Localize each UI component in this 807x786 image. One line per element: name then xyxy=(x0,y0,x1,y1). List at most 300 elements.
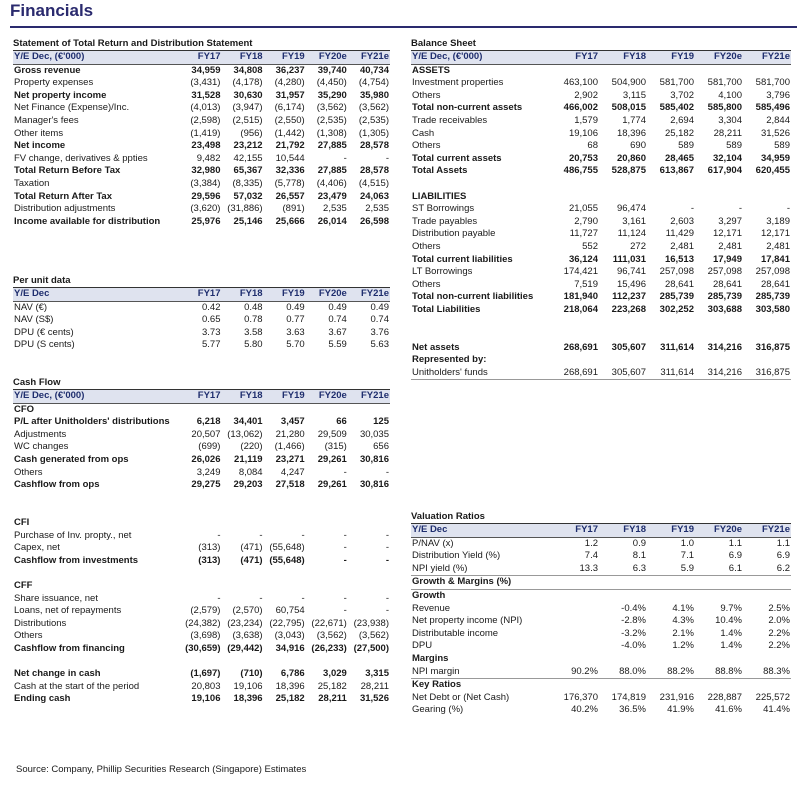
table-cell: 25,976 xyxy=(191,215,221,227)
table-cell: (30,659) xyxy=(185,642,221,654)
column-header: FY18 xyxy=(599,51,647,64)
table-cell xyxy=(306,567,348,580)
row-label: Income available for distribution xyxy=(14,215,161,227)
column-header: FY21e xyxy=(743,51,791,64)
table-row xyxy=(411,576,791,590)
table-cell xyxy=(743,679,791,692)
table-cell: (5,778) xyxy=(274,177,305,189)
table-cell: 486,755 xyxy=(563,165,598,177)
table-cell: 581,700 xyxy=(755,77,790,89)
table-cell: (1,419) xyxy=(190,127,221,139)
table-cell: 2,603 xyxy=(670,215,694,227)
table-row xyxy=(13,403,390,416)
table-cell: 25,182 xyxy=(275,693,305,705)
table-cell: (4,754) xyxy=(358,77,389,89)
table-cell: 303,688 xyxy=(707,303,742,315)
table-cell: 3,115 xyxy=(622,89,646,101)
table-cell: (2,550) xyxy=(274,114,305,126)
table-cell: 305,607 xyxy=(599,367,647,380)
row-label: Distribution adjustments xyxy=(14,203,116,215)
table-cell: 9,482 xyxy=(196,152,221,164)
table-cell xyxy=(179,655,221,668)
table-row xyxy=(13,314,390,327)
table-cell xyxy=(647,679,695,692)
table-cell: 25,182 xyxy=(317,680,347,692)
table-cell: 4.1% xyxy=(672,602,694,614)
table-cell: 90.2% xyxy=(551,666,599,679)
table-cell: (4,013) xyxy=(190,102,221,114)
table-cell: 30,035 xyxy=(359,428,389,440)
table-cell xyxy=(695,64,743,77)
row-label: Gross revenue xyxy=(14,64,81,76)
table-cell: 57,032 xyxy=(233,190,263,202)
table-cell: 21,119 xyxy=(234,453,263,465)
table-cell xyxy=(599,178,647,191)
table-cell: 42,155 xyxy=(233,152,263,164)
table-cell xyxy=(551,589,599,602)
table-row xyxy=(411,279,791,292)
row-label: Other items xyxy=(14,127,64,139)
table-cell: 617,904 xyxy=(707,165,742,177)
row-label: Purchase of Inv. propty., net xyxy=(14,529,132,541)
row-label: NAV (S$) xyxy=(14,314,54,326)
table-cell: 581,700 xyxy=(707,77,742,89)
table-cell: 316,875 xyxy=(743,367,791,380)
table-cell: 6,218 xyxy=(196,416,221,428)
table-cell: 552 xyxy=(582,240,598,252)
page-title: Financials xyxy=(10,1,94,20)
table-cell: 23,479 xyxy=(317,190,347,202)
table-cell: 3,702 xyxy=(670,89,694,101)
table-cell: 1.2% xyxy=(672,640,694,652)
table-cell: - xyxy=(343,529,347,541)
table-cell: 23,212 xyxy=(233,140,263,152)
table-cell xyxy=(221,580,263,593)
table-cell: - xyxy=(385,605,389,617)
table-cell: 314,216 xyxy=(695,367,743,380)
table-cell: 0.74 xyxy=(328,314,347,326)
table-cell: (315) xyxy=(324,441,347,453)
table-cell xyxy=(348,567,390,580)
table-row xyxy=(13,630,390,643)
table-row xyxy=(411,304,791,317)
table-cell xyxy=(264,655,306,668)
table-cell: (27,500) xyxy=(353,642,389,654)
table-cell: (23,938) xyxy=(353,617,389,629)
table-cell: 29,261 xyxy=(317,479,347,491)
table-cell: (55,648) xyxy=(269,542,305,554)
table-cell: 6.9 xyxy=(776,550,790,562)
table-cell: 504,900 xyxy=(611,77,646,89)
table-cell: 5.63 xyxy=(370,339,389,351)
table-cell xyxy=(599,589,647,602)
table-cell xyxy=(647,354,695,367)
table-cell: 4,247 xyxy=(280,466,305,478)
table-cell: 314,216 xyxy=(707,341,742,353)
row-label: Share issuance, net xyxy=(14,592,98,604)
table-row xyxy=(411,203,791,216)
row-label: NAV (€) xyxy=(14,301,48,313)
table-cell xyxy=(647,576,695,590)
table-cell: (3,638) xyxy=(232,630,263,642)
table-cell: 25,146 xyxy=(233,215,263,227)
table-cell: 0.9 xyxy=(632,537,646,549)
table-cell: 303,580 xyxy=(755,303,790,315)
row-label: Manager's fees xyxy=(14,114,79,126)
table-cell: 7.1 xyxy=(680,550,694,562)
table-cell: 111,031 xyxy=(612,253,646,265)
table-cell: - xyxy=(385,592,389,604)
table-cell: 31,957 xyxy=(275,89,305,101)
table-cell xyxy=(551,679,599,692)
table-row xyxy=(411,216,791,229)
table-header-row xyxy=(13,288,390,301)
table-cell xyxy=(179,504,221,517)
table-cell: (2,535) xyxy=(316,114,347,126)
table-row xyxy=(411,241,791,254)
row-label xyxy=(13,567,179,580)
table-cell: 3,297 xyxy=(718,215,742,227)
data-table xyxy=(411,524,791,717)
table-cell: (1,305) xyxy=(358,127,389,139)
table-cell: 17,841 xyxy=(760,253,790,265)
table-cell xyxy=(179,492,221,505)
table-cell xyxy=(647,64,695,77)
table-row xyxy=(411,228,791,241)
column-header: FY20e xyxy=(695,51,743,64)
table-row xyxy=(13,140,390,153)
row-label: Total Return Before Tax xyxy=(14,165,121,177)
table-cell: 5.70 xyxy=(286,339,305,351)
table-cell xyxy=(306,580,348,593)
column-header: FY17 xyxy=(551,524,599,537)
table-cell: -4.0% xyxy=(621,640,646,652)
row-label: Y/E Dec, (€'000) xyxy=(411,51,551,64)
table-cell: 316,875 xyxy=(755,341,790,353)
row-label: Others xyxy=(412,278,441,290)
table-row xyxy=(411,316,791,329)
table-cell: 29,596 xyxy=(191,190,221,202)
table-cell xyxy=(264,580,306,593)
table-cell: (3,620) xyxy=(190,203,221,215)
table-row xyxy=(411,563,791,576)
table-cell: (1,442) xyxy=(274,127,305,139)
table-cell: 31,526 xyxy=(760,127,790,139)
table-cell: - xyxy=(301,592,305,604)
table-cell: 36,237 xyxy=(275,64,305,76)
table-cell: 30,816 xyxy=(359,479,389,491)
table-cell: 112,237 xyxy=(612,291,646,303)
table-cell xyxy=(306,492,348,505)
table-row xyxy=(411,589,791,602)
table-row xyxy=(13,216,390,229)
table-cell xyxy=(647,191,695,204)
column-header: FY17 xyxy=(551,51,599,64)
row-label: Cashflow from ops xyxy=(14,479,100,491)
table-cell xyxy=(743,64,791,77)
column-header: FY19 xyxy=(647,524,695,537)
source-note: Source: Company, Phillip Securities Research (Singapore) Estimates xyxy=(16,764,307,775)
table-header-row xyxy=(13,390,390,403)
table-cell: 30,630 xyxy=(233,89,263,101)
row-label xyxy=(411,178,551,191)
column-header: FY17 xyxy=(179,288,221,301)
table-cell: 2,481 xyxy=(766,240,790,252)
table-cell: 28,641 xyxy=(664,278,694,290)
table-cell: 231,916 xyxy=(659,691,694,703)
table-cell: 25,182 xyxy=(664,127,694,139)
table-cell xyxy=(599,191,647,204)
table-row xyxy=(13,153,390,166)
table-cell: (956) xyxy=(240,127,263,139)
row-label: Others xyxy=(14,466,43,478)
row-label: Cashflow from financing xyxy=(14,642,125,654)
row-label: Key Ratios xyxy=(412,679,462,691)
table-row xyxy=(411,165,791,178)
table-cell: 28,211 xyxy=(713,127,742,139)
table-row xyxy=(13,327,390,340)
data-table xyxy=(13,288,390,352)
table-cell: 257,098 xyxy=(755,266,790,278)
table-row xyxy=(411,64,791,77)
table-row xyxy=(13,530,390,543)
table-row xyxy=(13,618,390,631)
table-cell: 3.58 xyxy=(244,326,263,338)
table-cell xyxy=(179,517,221,530)
table-cell: 1,774 xyxy=(622,114,646,126)
table-cell: (29,442) xyxy=(227,642,263,654)
table-cell: 3.73 xyxy=(201,326,221,338)
table-cell xyxy=(221,504,263,517)
table-cell: (2,515) xyxy=(232,114,263,126)
table-cell: 34,959 xyxy=(191,64,221,76)
table-cell: 68 xyxy=(587,140,598,152)
table-row xyxy=(411,653,791,666)
table-cell: 225,572 xyxy=(755,691,790,703)
table-cell: 34,808 xyxy=(233,64,263,76)
table-cell: 40,734 xyxy=(359,64,389,76)
row-label: Net Debt or (Net Cash) xyxy=(412,691,510,703)
table-cell: 10,544 xyxy=(275,152,305,164)
row-label: Total Liabilities xyxy=(412,303,481,315)
table-cell xyxy=(551,354,599,367)
table-cell: 285,739 xyxy=(755,291,790,303)
table-cell: - xyxy=(343,554,347,566)
row-label xyxy=(13,504,179,517)
table-cell: 32,336 xyxy=(275,165,305,177)
section-title: Valuation Ratios xyxy=(411,510,791,524)
table-cell: -0.4% xyxy=(621,602,646,614)
table-cell: (3,562) xyxy=(316,102,347,114)
table-cell: 1.2 xyxy=(584,537,598,549)
table-cell: 21,792 xyxy=(275,140,305,152)
table-cell: 589 xyxy=(678,140,694,152)
table-cell: 41.9% xyxy=(667,704,694,716)
table-cell: 589 xyxy=(726,140,742,152)
table-cell: 1.4% xyxy=(720,627,742,639)
table-cell: 5.80 xyxy=(244,339,263,351)
table-cell: 3,796 xyxy=(766,89,790,101)
table-cell: 21,055 xyxy=(568,203,598,215)
row-label: Cashflow from investments xyxy=(14,554,139,566)
table-cell xyxy=(179,567,221,580)
table-cell: 96,741 xyxy=(616,266,646,278)
table-cell: 15,496 xyxy=(616,278,646,290)
data-table xyxy=(13,51,390,228)
row-label: Total non-current liabilities xyxy=(412,291,534,303)
section-title: Per unit data xyxy=(13,274,390,288)
table-cell xyxy=(306,504,348,517)
table-cell: 88.0% xyxy=(599,666,647,679)
row-label: Net property income (NPI) xyxy=(412,615,523,627)
table-cell: 0.78 xyxy=(244,314,263,326)
row-label: Others xyxy=(412,140,441,152)
table-cell: (4,450) xyxy=(316,77,347,89)
table-cell: 228,887 xyxy=(707,691,742,703)
table-row xyxy=(13,128,390,141)
table-cell: (3,698) xyxy=(190,630,221,642)
column-header: FY20e xyxy=(695,524,743,537)
table-cell xyxy=(647,589,695,602)
table-cell: 18,396 xyxy=(275,680,305,692)
table-cell: 35,290 xyxy=(317,89,347,101)
table-cell: 7.4 xyxy=(584,550,598,562)
column-header: FY20e xyxy=(306,288,348,301)
table-row xyxy=(13,492,390,505)
table-cell: - xyxy=(259,529,263,541)
column-header: FY18 xyxy=(221,390,263,403)
table-cell: 66 xyxy=(336,416,347,428)
table-cell: 6,786 xyxy=(280,668,305,680)
table-cell: 41.4% xyxy=(763,704,790,716)
table-cell: 125 xyxy=(373,416,389,428)
table-row xyxy=(411,342,791,355)
table-cell: 181,940 xyxy=(563,291,598,303)
table-cell xyxy=(551,316,599,329)
table-cell: - xyxy=(217,529,221,541)
table-cell: 88.8% xyxy=(695,666,743,679)
table-cell xyxy=(599,679,647,692)
row-label xyxy=(13,655,179,668)
table-cell: 2,535 xyxy=(323,203,347,215)
table-header-row xyxy=(411,51,791,64)
table-cell: 2.2% xyxy=(768,627,790,639)
table-cell: 302,252 xyxy=(659,303,694,315)
table-cell: 10.4% xyxy=(715,615,742,627)
table-cell: 40.2% xyxy=(571,704,598,716)
table-cell: 17,949 xyxy=(712,253,742,265)
table-row xyxy=(13,504,390,517)
valuation-ratios-section xyxy=(411,510,791,717)
row-label: Loans, net of repayments xyxy=(14,605,122,617)
table-cell: 3.76 xyxy=(370,326,389,338)
table-cell: 528,875 xyxy=(611,165,646,177)
table-cell: (313) xyxy=(198,542,221,554)
table-cell: 3.63 xyxy=(286,326,305,338)
table-cell: 11,429 xyxy=(665,228,694,240)
table-cell: 28,211 xyxy=(318,693,347,705)
table-cell: (471) xyxy=(240,554,263,566)
table-cell: 28,578 xyxy=(359,165,389,177)
table-cell: 0.77 xyxy=(286,314,305,326)
table-cell xyxy=(221,567,263,580)
table-cell: 19,106 xyxy=(568,127,598,139)
table-cell: (23,234) xyxy=(227,617,263,629)
table-cell: 0.48 xyxy=(244,301,263,313)
column-header: FY20e xyxy=(306,390,348,403)
table-cell: 23,498 xyxy=(191,140,221,152)
table-cell: 2,694 xyxy=(670,114,694,126)
table-cell xyxy=(743,576,791,590)
table-cell xyxy=(743,653,791,666)
table-cell: 585,496 xyxy=(755,102,790,114)
row-label: Total current liabilities xyxy=(412,253,513,265)
table-cell: 26,557 xyxy=(275,190,305,202)
table-cell: (4,280) xyxy=(274,77,305,89)
table-row xyxy=(411,628,791,641)
table-row xyxy=(13,479,390,492)
row-label: Cash generated from ops xyxy=(14,453,129,465)
table-cell xyxy=(221,403,263,416)
table-row xyxy=(411,291,791,304)
table-cell: (4,178) xyxy=(232,77,263,89)
table-cell xyxy=(221,655,263,668)
table-cell: (710) xyxy=(240,668,263,680)
table-cell: 20,753 xyxy=(568,152,598,164)
table-cell xyxy=(348,655,390,668)
section-title: Balance Sheet xyxy=(411,37,791,51)
table-cell: (2,570) xyxy=(232,605,263,617)
table-cell xyxy=(221,517,263,530)
table-cell: 26,014 xyxy=(317,215,347,227)
table-cell: 656 xyxy=(373,441,389,453)
table-cell: 20,803 xyxy=(191,680,221,692)
table-row xyxy=(411,254,791,267)
table-cell xyxy=(264,403,306,416)
row-label: NPI margin xyxy=(411,666,551,679)
table-cell: 268,691 xyxy=(563,341,598,353)
table-row xyxy=(13,655,390,668)
table-cell: 174,421 xyxy=(563,266,598,278)
table-cell: 2,790 xyxy=(574,215,598,227)
table-cell: - xyxy=(217,592,221,604)
row-label: Trade receivables xyxy=(412,114,488,126)
table-cell xyxy=(599,354,647,367)
table-cell: 0.65 xyxy=(201,314,221,326)
table-cell: 0.74 xyxy=(370,314,389,326)
table-cell: 6.3 xyxy=(599,563,647,576)
table-row xyxy=(411,329,791,342)
table-cell: 19,106 xyxy=(191,693,221,705)
table-cell: 285,739 xyxy=(659,291,694,303)
table-cell xyxy=(179,580,221,593)
table-cell: - xyxy=(343,605,347,617)
table-cell: 0.42 xyxy=(201,301,221,313)
table-cell: 6.9 xyxy=(728,550,742,562)
row-label: FV change, derivatives & ppties xyxy=(14,152,148,164)
table-cell xyxy=(695,354,743,367)
table-cell xyxy=(599,653,647,666)
table-row xyxy=(13,429,390,442)
table-cell xyxy=(743,329,791,342)
row-label: Cash xyxy=(412,127,435,139)
row-label: Total non-current assets xyxy=(412,102,523,114)
table-cell: (2,535) xyxy=(358,114,389,126)
table-cell: 0.49 xyxy=(328,301,347,313)
table-cell: 18,396 xyxy=(233,693,263,705)
table-cell: (3,043) xyxy=(274,630,305,642)
table-cell: 23,271 xyxy=(275,453,305,465)
